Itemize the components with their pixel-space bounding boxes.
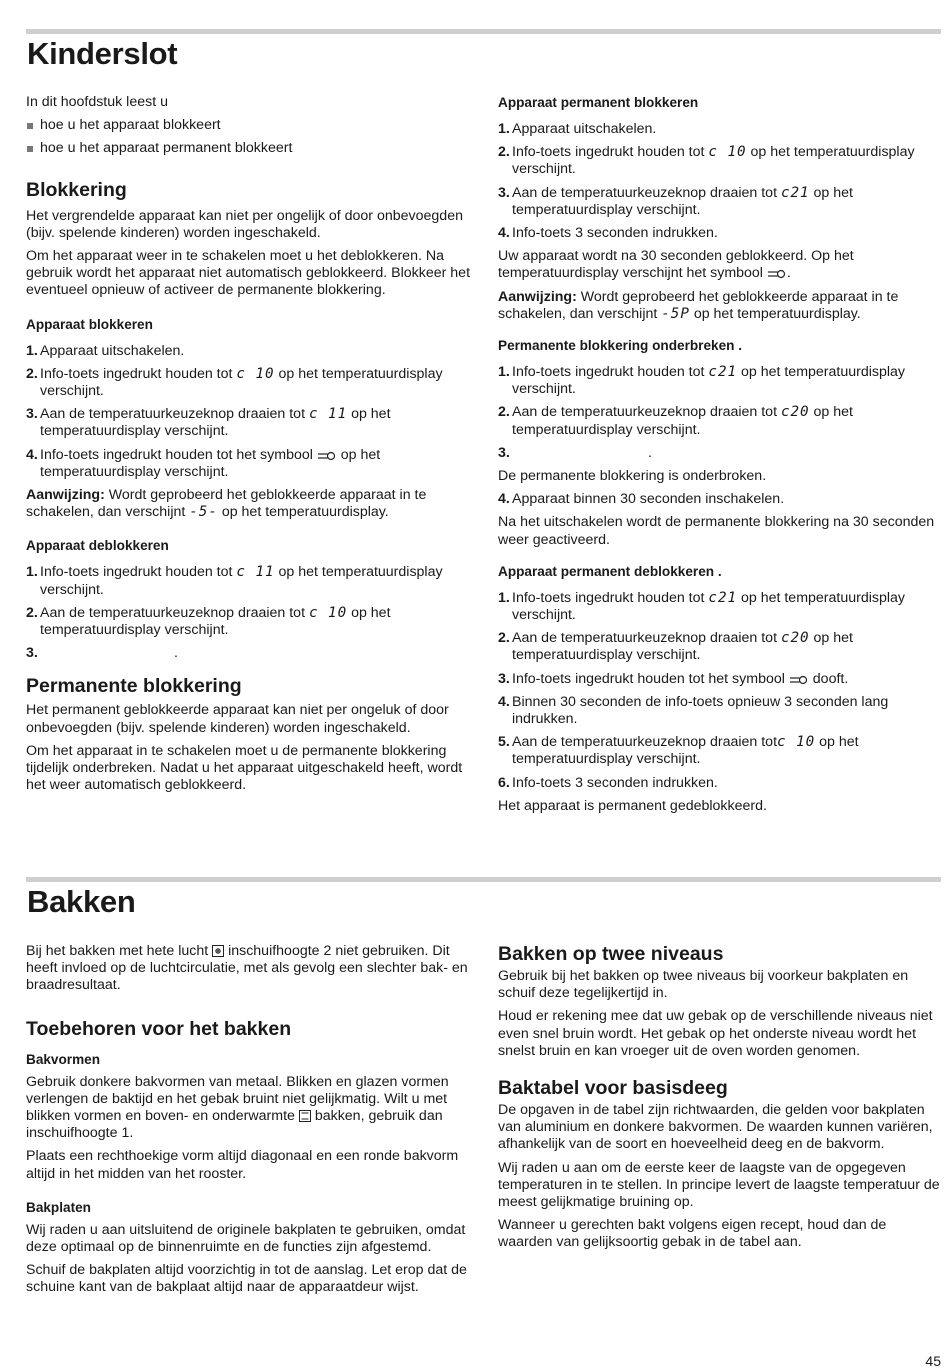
heading-toebehoren: Toebehoren voor het bakken xyxy=(26,1017,292,1040)
paragraph: Schuif de bakplaten altijd voorzichtig in tot de aanslag. Let erop dat de schuine kant van de bakplaat altijd naar de apparaatdeur wijst. xyxy=(26,1262,467,1296)
steps-list xyxy=(498,121,938,242)
paragraph: Plaats een rechthoekige vorm altijd diagonaal en een ronde bakvorm altijd in het midden van het rooster. xyxy=(26,1148,459,1182)
bullet-item xyxy=(26,117,472,134)
display-symbol: c 10 xyxy=(308,604,348,621)
display-symbol: c 10 xyxy=(236,365,275,382)
step-item: 4. Apparaat binnen 30 seconden inschakelen. xyxy=(498,491,785,508)
bullet-text: hoe u het apparaat permanent blokkeert xyxy=(40,140,293,157)
step-result: De permanente blokkering is onderbroken. xyxy=(498,468,767,485)
heading-apparaat-permanent-blokkeren: Apparaat permanent blokkeren xyxy=(498,95,699,110)
display-symbol: -5P xyxy=(661,305,690,322)
step-item: 3. Info-toets ingedrukt houden tot het symbool dooft. xyxy=(498,670,849,687)
note: Aanwijzing: Wordt geprobeerd het geblokkeerde apparaat in te schakelen, dan verschijnt -5P op het temperatuurdisplay. xyxy=(498,288,899,322)
steps-list xyxy=(498,364,938,462)
step-item: 4. Info-toets ingedrukt houden tot het symbool op het temperatuurdisplay verschijnt. xyxy=(26,446,381,480)
key-lock-icon xyxy=(317,451,337,461)
bullet-square-icon xyxy=(27,123,33,129)
paragraph: Houd er rekening mee dat uw gebak op de verschillende niveaus niet even snel bruin wordt. Het gebak op het onderste niveau wordt het snelst bruin en kan vroeger uit de oven worden genomen. xyxy=(498,1008,933,1059)
display-symbol: c 10 xyxy=(708,144,747,161)
page-number: 45 xyxy=(925,1353,941,1369)
steps-list xyxy=(26,564,472,662)
heading-apparaat-blokkeren: Apparaat blokkeren xyxy=(26,316,153,332)
step-result: Uw apparaat wordt na 30 seconden geblokkeerd. Op het temperatuurdisplay verschijnt het symbool . xyxy=(498,248,854,282)
kinderslot-left-column xyxy=(26,94,472,800)
page-title-bakken: Bakken xyxy=(27,884,136,919)
bullet-text: hoe u het apparaat blokkeert xyxy=(40,117,221,134)
display-symbol: c21 xyxy=(708,364,738,381)
step-item: 6. Info-toets 3 seconden indrukken. xyxy=(498,774,718,791)
step-item: 2. Info-toets ingedrukt houden tot c 10 op het temperatuurdisplay verschijnt. xyxy=(26,365,443,400)
step-item: 3. Aan de temperatuurkeuzeknop draaien tot c21 op het temperatuurdisplay verschijnt. xyxy=(498,184,853,218)
steps-list xyxy=(498,491,938,508)
hot-air-fan-icon xyxy=(212,945,224,957)
paragraph: Wij raden u aan uitsluitend de originele bakplaten te gebruiken, omdat deze optimaal op de binnenruimte en de functies zijn afgestemd. xyxy=(26,1221,466,1256)
step-item: 1. Info-toets ingedrukt houden tot c21 op het temperatuurdisplay verschijnt. xyxy=(498,364,906,398)
steps-list xyxy=(498,590,938,792)
heading-permanente-blokkering: Permanente blokkering xyxy=(26,675,242,698)
display-symbol: -5- xyxy=(189,504,218,521)
section-rule xyxy=(26,29,941,34)
heading-permanente-blokkering-onderbreken: Permanente blokkering onderbreken . xyxy=(498,338,743,354)
step-item: 3. . xyxy=(498,444,652,461)
heading-apparaat-permanent-deblokkeren: Apparaat permanent deblokkeren . xyxy=(498,563,722,579)
section-rule xyxy=(26,877,941,882)
steps-list xyxy=(26,343,472,481)
bullet-square-icon xyxy=(27,146,33,152)
display-symbol: c 11 xyxy=(308,406,348,423)
display-symbol: c 10 xyxy=(777,734,816,751)
kinderslot-right-column xyxy=(498,94,938,821)
paragraph: Wanneer u gerechten bakt volgens eigen recept, houd dan de waarden van gelijksoortig gebak in de tabel aan. xyxy=(498,1217,887,1251)
paragraph: De opgaven in de tabel zijn richtwaarden, die gelden voor bakplaten van aluminium en donkere bakvormen. De waarden kunnen variëren, afhankelijk van de soort en hoeveelheid deeg en de bakvorm. xyxy=(498,1102,933,1153)
heading-baktabel: Baktabel voor basisdeeg xyxy=(498,1077,728,1100)
step-item: 2. Aan de temperatuurkeuzeknop draaien tot c20 op het temperatuurdisplay verschijnt. xyxy=(498,404,853,438)
step-item: 4. Info-toets 3 seconden indrukken. xyxy=(498,225,718,242)
step-item: 1. Apparaat uitschakelen. xyxy=(498,121,657,137)
heading-apparaat-deblokkeren: Apparaat deblokkeren xyxy=(26,538,169,554)
paragraph: Om het apparaat in te schakelen moet u de permanente blokkering tijdelijk onderbreken. Nadat u het apparaat uitgeschakeld heeft, wordt het weer automatisch geblokkeerd. xyxy=(26,742,463,794)
key-lock-icon xyxy=(767,269,787,279)
paragraph: Om het apparaat weer in te schakelen moet u het deblokkeren. Na gebruik wordt het apparaat niet automatisch geblokkeerd. Blokkeer het eventueel opnieuw of activeer de permanente blokkering. xyxy=(26,248,471,299)
intro-text: In dit hoofdstuk leest u xyxy=(26,94,168,110)
paragraph: Gebruik donkere bakvormen van metaal. Blikken en glazen vormen verlengen de baktijd en het gebak bruint niet gelijkmatig. Wilt u met blikken vormen en boven- en onderwarmte bakken, gebruik dan inschuifhoogte 1. xyxy=(26,1073,449,1142)
step-item: 1. Info-toets ingedrukt houden tot c 11 op het temperatuurdisplay verschijnt. xyxy=(26,564,443,598)
step-item: 2. Aan de temperatuurkeuzeknop draaien tot c 10 op het temperatuurdisplay verschijnt. xyxy=(26,604,391,639)
step-item: 2. Info-toets ingedrukt houden tot c 10 op het temperatuurdisplay verschijnt. xyxy=(498,144,915,178)
heading-bakvormen: Bakvormen xyxy=(26,1051,101,1067)
note: Aanwijzing: Wordt geprobeerd het geblokkeerde apparaat in te schakelen, dan verschijnt -5- op het temperatuurdisplay. xyxy=(26,487,427,521)
paragraph: Het permanent geblokkeerde apparaat kan niet per ongeluk of door onbevoegden (bijv. spelende kinderen) worden ingeschakeld. xyxy=(26,702,449,736)
bullet-item xyxy=(26,140,472,157)
step-item: 5. Aan de temperatuurkeuzeknop draaien totc 10 op het temperatuurdisplay verschijnt. xyxy=(498,734,859,768)
step-result: Na het uitschakelen wordt de permanente blokkering na 30 seconden weer geactiveerd. xyxy=(498,514,935,548)
paragraph: Gebruik bij het bakken op twee niveaus bij voorkeur bakplaten en schuif deze tegelijkertijd in. xyxy=(498,968,909,1002)
step-item: 2. Aan de temperatuurkeuzeknop draaien tot c20 op het temperatuurdisplay verschijnt. xyxy=(498,630,853,664)
bakken-left-column xyxy=(26,943,472,1303)
paragraph: Wij raden u aan om de eerste keer de laagste van de opgegeven temperaturen in te stellen. In principe levert de laagste temperatuur de meest gelijkmatige bruining op. xyxy=(498,1159,940,1211)
display-symbol: c20 xyxy=(780,630,810,647)
bakken-right-column xyxy=(498,942,940,1258)
step-item: 3. Aan de temperatuurkeuzeknop draaien tot c 11 op het temperatuurdisplay verschijnt. xyxy=(26,406,391,440)
display-symbol: c 11 xyxy=(236,564,275,581)
heading-bakplaten: Bakplaten xyxy=(26,1199,91,1215)
page-title-kinderslot: Kinderslot xyxy=(27,36,178,71)
step-item: 1. Apparaat uitschakelen. xyxy=(26,342,185,359)
key-lock-icon xyxy=(789,675,809,685)
paragraph: Het vergrendelde apparaat kan niet per ongelijk of door onbevoegden (bijv. spelende kinderen) worden ingeschakeld. xyxy=(26,207,463,241)
display-symbol: c20 xyxy=(780,404,810,421)
step-item: 1. Info-toets ingedrukt houden tot c21 op het temperatuurdisplay verschijnt. xyxy=(498,589,906,624)
display-symbol: c21 xyxy=(780,184,810,201)
step-item: 3. . xyxy=(26,645,178,662)
step-result: Het apparaat is permanent gedeblokkeerd. xyxy=(498,797,767,814)
heading-blokkering: Blokkering xyxy=(26,178,127,201)
heading-bakken-op-twee-niveaus: Bakken op twee niveaus xyxy=(498,943,724,965)
step-item: 4. Binnen 30 seconden de info-toets opnieuw 3 seconden lang indrukken. xyxy=(498,693,889,728)
top-bottom-heat-icon xyxy=(299,1110,311,1122)
intro-text: Bij het bakken met hete lucht inschuifhoogte 2 niet gebruiken. Dit heeft invloed op de luchtcirculatie, met als gevolg een slechter bak- en braadresultaat. xyxy=(26,943,468,994)
display-symbol: c21 xyxy=(708,589,738,606)
